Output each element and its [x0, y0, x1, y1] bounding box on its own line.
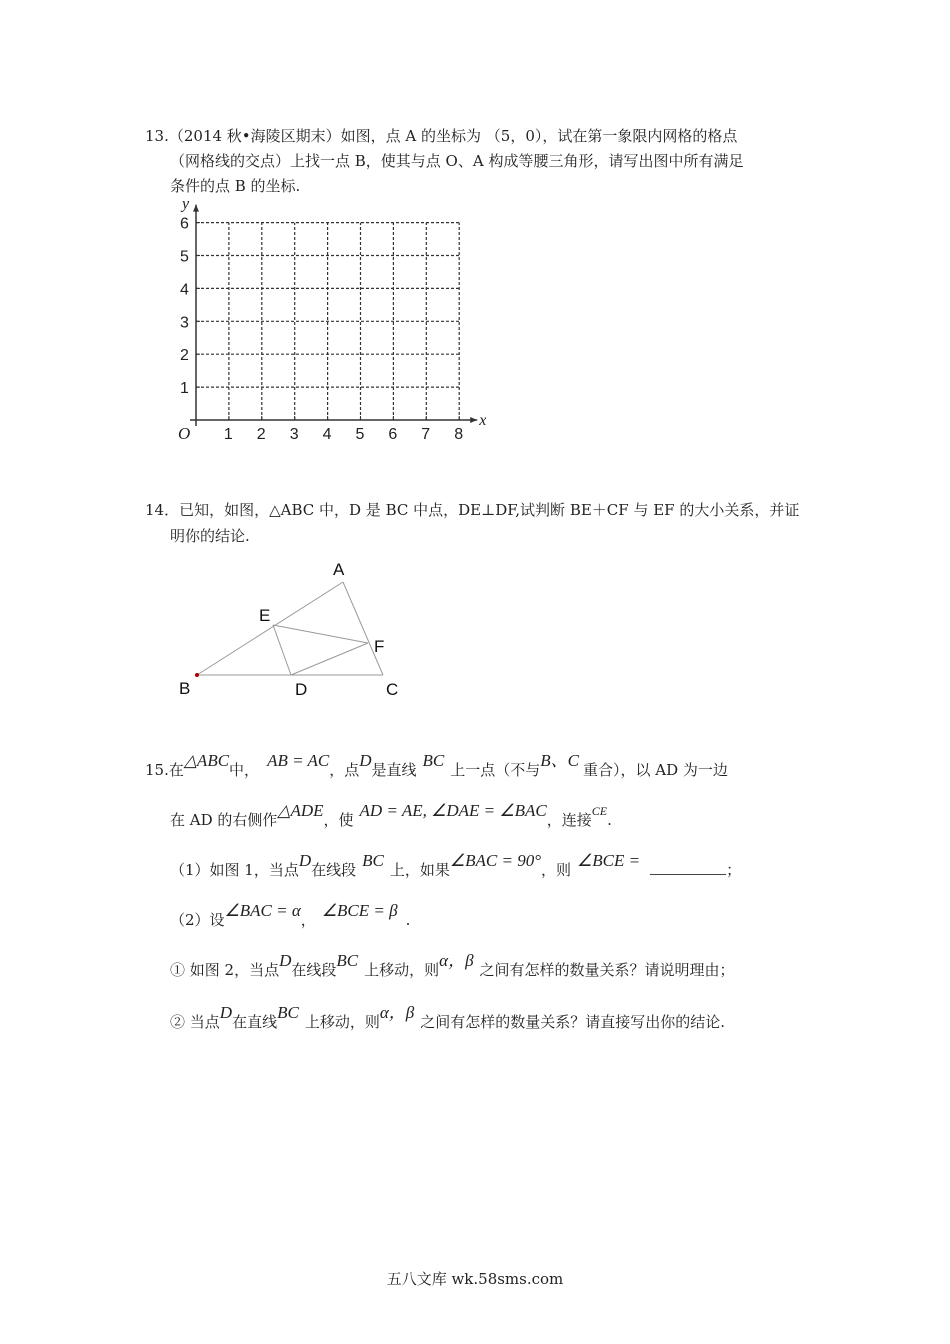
x-tick-label: 7: [421, 426, 431, 443]
q15-math: ∠BCE = β: [321, 901, 398, 920]
y-tick-label: 1: [180, 380, 189, 398]
q15-math: D: [219, 1003, 233, 1022]
q15-text: ，则: [541, 861, 572, 879]
q13-line-2: （网格线的交点）上找一点 B，使其与点 O、A 构成等腰三角形，请写出图中所有满足: [170, 152, 744, 170]
q13-line-1: 13.（2014 秋•海陵区期末）如图，点 A 的坐标为 （5，0），试在第一象限内网格的格点: [145, 127, 738, 145]
q15-text: 15.在: [145, 761, 184, 779]
coordinate-grid-figure: [170, 192, 490, 452]
y-tick-label: 2: [180, 347, 189, 365]
q15-text: ，: [300, 911, 316, 929]
y-tick-label: 5: [180, 248, 189, 266]
q15-line-3: [170, 851, 742, 880]
y-axis-arrow: [193, 205, 199, 212]
label-C: C: [386, 680, 399, 699]
q15-text: ；: [726, 861, 742, 879]
x-tick-label: 2: [256, 426, 266, 443]
q15-math: α，β: [379, 1003, 415, 1022]
page-footer: 五八文库 wk.58sms.com: [386, 1270, 564, 1288]
y-tick-label: 6: [180, 215, 189, 233]
q15-text: 之间有怎样的数量关系？请直接写出你的结论.: [420, 1013, 725, 1031]
q15-text: ，连接: [546, 811, 592, 829]
y-tick-label: 4: [180, 281, 189, 299]
q14-line-1: 14．已知，如图，△ABC 中，D 是 BC 中点，DE⊥DF,试判断 BE＋CF 与 EF 的大小关系，并证: [145, 501, 800, 519]
q15-text: 在直线: [232, 1013, 278, 1031]
q15-text: 上移动，则: [364, 961, 440, 979]
x-tick-label: 8: [454, 426, 464, 443]
x-axis-arrow: [470, 417, 477, 423]
q14-line-2: 明你的结论.: [170, 527, 250, 545]
segment-AC: [343, 582, 383, 675]
q15-math: △ABC: [183, 751, 230, 770]
q15-math: △ADE: [277, 801, 324, 820]
q15-math: ∠BAC = α: [224, 901, 301, 920]
q15-text: .: [405, 911, 411, 929]
q15-text: 之间有怎样的数量关系？请说明理由；: [479, 961, 735, 979]
x-tick-label: 6: [388, 426, 398, 443]
x-tick-label: 4: [322, 426, 332, 443]
x-tick-label: 1: [223, 426, 233, 443]
q15-math: AD = AE, ∠DAE = ∠BAC: [359, 801, 547, 820]
q15-math: BC: [362, 851, 384, 870]
q15-math: B、C: [540, 751, 580, 770]
point-B-dot: [195, 673, 199, 677]
q15-text: 重合），以 AD 为一边: [583, 761, 728, 779]
triangle-figure: [170, 555, 430, 705]
x-axis-label: x: [479, 412, 487, 429]
q15-math: ∠BAC = 90°: [449, 851, 542, 870]
answer-blank: [650, 860, 726, 875]
q15-line-5: [170, 951, 735, 980]
label-B: B: [179, 679, 191, 698]
q15-math: D: [359, 751, 372, 770]
y-tick-label: 3: [180, 314, 189, 332]
segment-EF: [273, 625, 368, 643]
q15-line-2: [170, 801, 612, 831]
y-axis-label: y: [182, 195, 190, 213]
q15-math: BC: [422, 751, 445, 770]
q15-text: 上一点（不与: [450, 761, 541, 779]
q15-text: 在线段: [311, 861, 357, 879]
q15-text: ，点: [329, 761, 360, 779]
q15-text: 上移动，则: [304, 1013, 380, 1031]
q15-text: ，使: [323, 811, 354, 829]
q15-text: 是直线: [371, 761, 417, 779]
q15-math: D: [279, 951, 292, 970]
q15-line-6: [170, 1003, 725, 1032]
q15-text: ② 当点: [170, 1013, 220, 1031]
segment-DF: [291, 643, 368, 675]
q15-text: ① 如图 2，当点: [170, 961, 280, 979]
q15-math: D: [298, 851, 312, 870]
q15-text: 上，如果: [389, 861, 450, 879]
q15-text: （2）设: [170, 911, 225, 929]
q13-line-3: 条件的点 B 的坐标.: [170, 177, 301, 195]
q15-text: 在线段: [291, 961, 337, 979]
q15-math: ∠BCE =: [577, 851, 641, 870]
label-A: A: [333, 560, 345, 579]
x-tick-label: 3: [289, 426, 299, 443]
origin-label: O: [178, 424, 191, 443]
label-F: F: [374, 637, 385, 656]
q15-text: .: [607, 811, 612, 829]
q15-math: AB = AC: [267, 751, 330, 770]
q15-math: BC: [336, 951, 359, 970]
q15-text: 在 AD 的右侧作: [170, 811, 278, 829]
q15-line-1: [145, 751, 728, 780]
q15-text: 中，: [229, 761, 260, 779]
q15-math: BC: [277, 1003, 299, 1022]
label-D: D: [295, 680, 308, 699]
segment-DE: [273, 625, 291, 675]
q15-math: CE: [591, 804, 608, 818]
segment-BA: [197, 582, 343, 675]
label-E: E: [259, 606, 271, 625]
q15-text: （1）如图 1，当点: [170, 861, 299, 879]
q15-math: α，β: [439, 951, 474, 970]
q15-line-4: [170, 901, 411, 930]
x-tick-label: 5: [355, 426, 365, 443]
